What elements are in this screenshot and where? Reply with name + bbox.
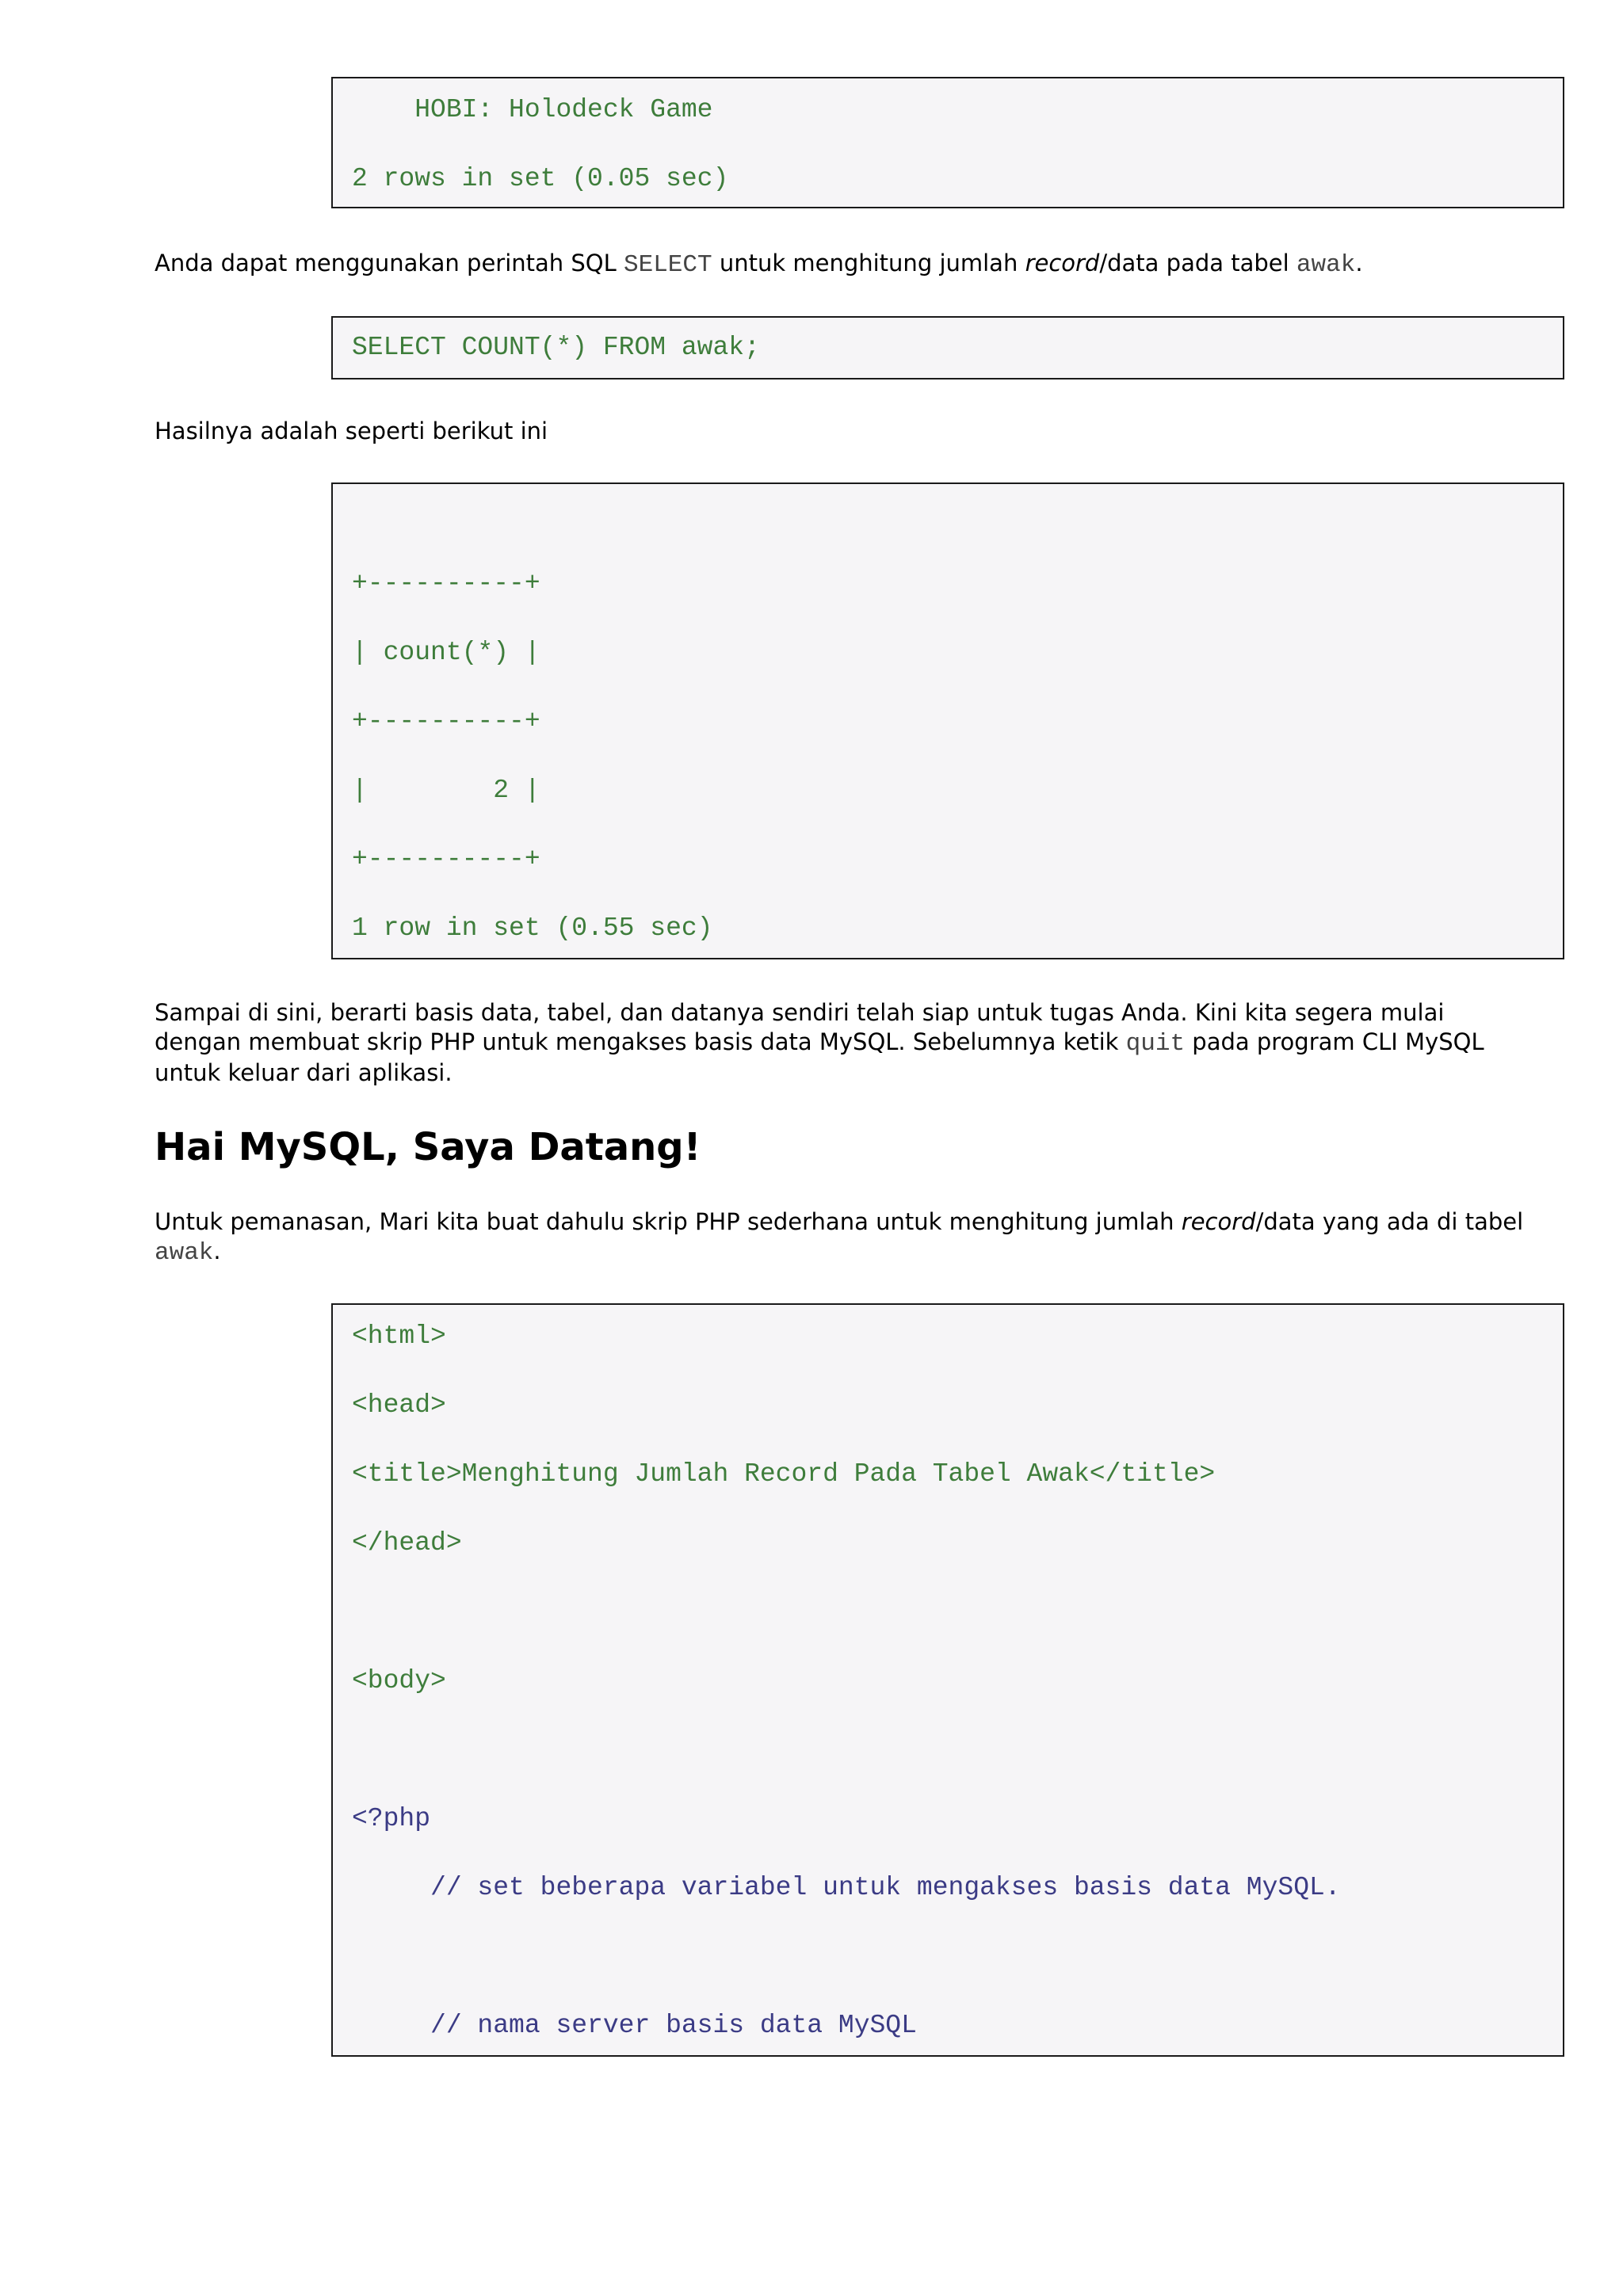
paragraph-warmup [155,1207,1573,1268]
code-block-count-result [331,482,1564,959]
code-line: HOBI: Holodeck Game [352,95,713,124]
code-block-php-script [331,1303,1564,2057]
text: /data pada tabel [1099,250,1296,277]
code-line: <html> [352,1322,446,1351]
text: . [1355,250,1363,277]
emphasis-record: record [1181,1208,1256,1235]
paragraph-ready-for-php [155,998,1573,1088]
text: pada program CLI MySQL [1185,1028,1484,1055]
code-block-select-count [331,316,1564,379]
code-comment: // set beberapa variabel untuk mengakses basis data MySQL. [352,1873,1341,1902]
text: Untuk pemanasan, Mari kita buat dahulu skrip PHP sederhana untuk menghitung jumlah [155,1208,1182,1235]
code-comment: // nama server basis data MySQL [352,2011,917,2040]
text: dengan membuat skrip PHP untuk mengakses basis data MySQL. Sebelumnya ketik [155,1028,1126,1055]
paragraph-result-intro: Hasilnya adalah seperti berikut ini [155,418,548,444]
paragraph-select-count-intro [155,249,1573,280]
code-line: <?php [352,1804,431,1833]
code-line: | 2 | [352,776,540,805]
code-line: </head> [352,1528,462,1558]
text: untuk menghitung jumlah [712,250,1025,277]
inline-code-select: SELECT [624,251,712,279]
text-line [155,1237,1573,1268]
text: . [213,1238,221,1264]
text-line [155,1207,1573,1237]
code-line: +----------+ [352,707,540,736]
code-line: +----------+ [352,845,540,874]
code-block-query-result-tail [331,77,1564,208]
code-line: SELECT COUNT(*) FROM awak; [352,333,760,362]
inline-code-awak: awak [155,1239,214,1267]
code-line: +----------+ [352,569,540,598]
text-line: untuk keluar dari aplikasi. [155,1059,453,1086]
code-line: <title>Menghitung Jumlah Record Pada Tabel Awak</title> [352,1459,1216,1489]
inline-code-quit: quit [1125,1030,1186,1058]
text: Anda dapat menggunakan perintah SQL [155,250,624,277]
text-line [155,1028,1573,1058]
code-line: 1 row in set (0.55 sec) [352,913,713,943]
code-line: 2 rows in set (0.05 sec) [352,164,729,193]
code-line: <head> [352,1390,446,1420]
code-line: | count(*) | [352,638,540,667]
code-line: <body> [352,1666,446,1695]
text: /data yang ada di tabel [1255,1208,1524,1235]
inline-code-awak: awak [1296,251,1356,279]
section-heading: Hai MySQL, Saya Datang! [155,1125,701,1169]
text-line: Sampai di sini, berarti basis data, tabel, dan datanya sendiri telah siap untuk tugas Anda. Kini kita segera mulai [155,999,1445,1026]
emphasis-record: record [1025,250,1100,277]
